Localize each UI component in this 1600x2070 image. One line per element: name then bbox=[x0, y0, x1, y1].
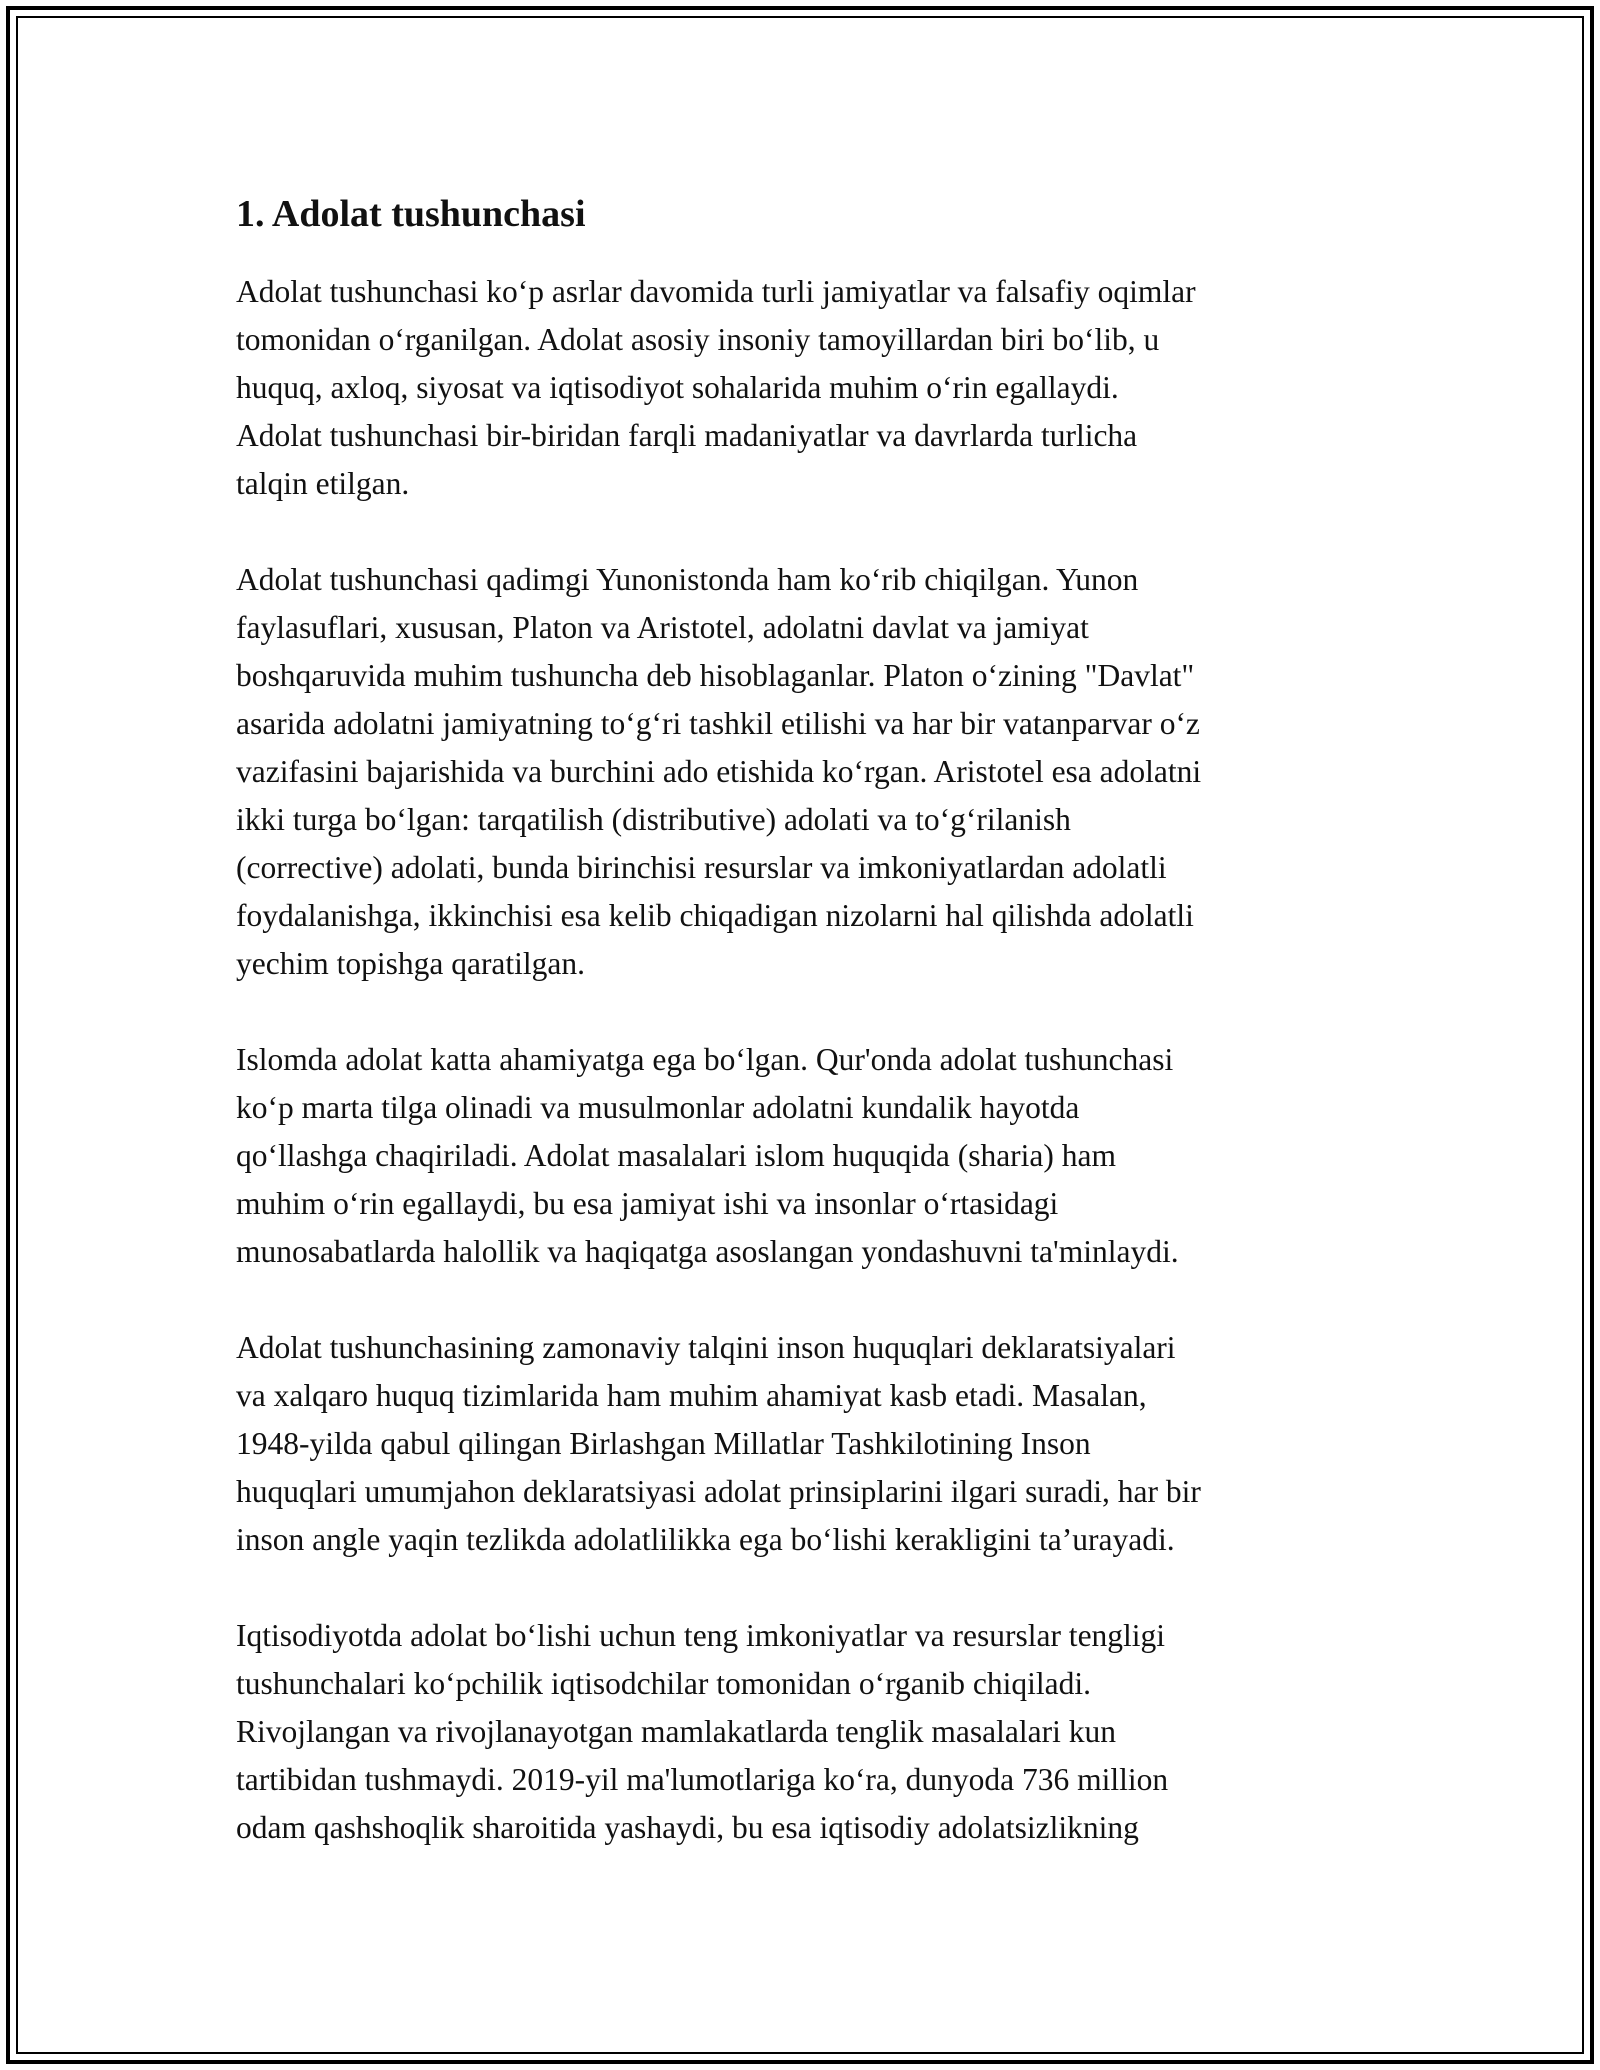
text-line: Adolat tushunchasining zamonaviy talqini inson huquqlari deklaratsiyalari bbox=[236, 1330, 1176, 1365]
text-line: huquqlari umumjahon deklaratsiyasi adolat prinsiplarini ilgari suradi, har bir bbox=[236, 1474, 1201, 1509]
text-line: ko‘p marta tilga olinadi va musulmonlar adolatni kundalik hayotda bbox=[236, 1090, 1080, 1125]
text-line: boshqaruvida muhim tushuncha deb hisoblaganlar. Platon o‘zining "Davlat" bbox=[236, 658, 1195, 693]
text-line: Adolat tushunchasi ko‘p asrlar davomida turli jamiyatlar va falsafiy oqimlar bbox=[236, 274, 1196, 309]
text-line: (corrective) adolati, bunda birinchisi resurslar va imkoniyatlardan adolatli bbox=[236, 850, 1167, 885]
paragraph-2 bbox=[236, 556, 1386, 988]
text-line: munosabatlarda halollik va haqiqatga asoslangan yondashuvni ta'minlaydi. bbox=[236, 1234, 1179, 1269]
text-line: foydalanishga, ikkinchisi esa kelib chiqadigan nizolarni hal qilishda adolatli bbox=[236, 898, 1194, 933]
text-line: tomonidan o‘rganilgan. Adolat asosiy insoniy tamoyillardan biri bo‘lib, u bbox=[236, 322, 1160, 357]
text-line: va xalqaro huquq tizimlarida ham muhim ahamiyat kasb etadi. Masalan, bbox=[236, 1378, 1147, 1413]
paragraph-list bbox=[236, 268, 1386, 1852]
paragraph-1 bbox=[236, 268, 1386, 508]
text-line: asarida adolatni jamiyatning to‘g‘ri tashkil etilishi va har bir vatanparvar o‘z bbox=[236, 706, 1200, 741]
text-line: yechim topishga qaratilgan. bbox=[236, 946, 586, 981]
text-line: Rivojlangan va rivojlanayotgan mamlakatlarda tenglik masalalari kun bbox=[236, 1714, 1116, 1749]
text-line: muhim o‘rin egallaydi, bu esa jamiyat ishi va insonlar o‘rtasidagi bbox=[236, 1186, 1059, 1221]
text-line: Adolat tushunchasi bir-biridan farqli madaniyatlar va davrlarda turlicha bbox=[236, 418, 1138, 453]
document-body bbox=[236, 186, 1386, 1900]
section-heading: 1. Adolat tushunchasi bbox=[236, 193, 586, 235]
text-line: Iqtisodiyotda adolat bo‘lishi uchun teng imkoniyatlar va resurslar tengligi bbox=[236, 1618, 1166, 1653]
text-line: tushunchalari ko‘pchilik iqtisodchilar tomonidan o‘rganib chiqiladi. bbox=[236, 1666, 1091, 1701]
text-line: inson angle yaqin tezlikda adolatlilikka ega bo‘lishi kerakligini ta’urayadi. bbox=[236, 1522, 1175, 1557]
text-line: tartibidan tushmaydi. 2019-yil ma'lumotlariga ko‘ra, dunyoda 736 million bbox=[236, 1762, 1169, 1797]
text-line: faylasuflari, xususan, Platon va Aristotel, adolatni davlat va jamiyat bbox=[236, 610, 1089, 645]
text-line: huquq, axloq, siyosat va iqtisodiyot sohalarida muhim o‘rin egallaydi. bbox=[236, 370, 1119, 405]
text-line: odam qashshoqlik sharoitida yashaydi, bu esa iqtisodiy adolatsizlikning bbox=[236, 1810, 1139, 1845]
text-line: ikki turga bo‘lgan: tarqatilish (distributive) adolati va to‘g‘rilanish bbox=[236, 802, 1071, 837]
text-line: vazifasini bajarishida va burchini ado etishida ko‘rgan. Aristotel esa adolatni bbox=[236, 754, 1202, 789]
text-line: talqin etilgan. bbox=[236, 466, 410, 501]
paragraph-5 bbox=[236, 1612, 1386, 1852]
paragraph-4 bbox=[236, 1324, 1386, 1564]
text-line: Adolat tushunchasi qadimgi Yunonistonda ham ko‘rib chiqilgan. Yunon bbox=[236, 562, 1139, 597]
text-line: 1948-yilda qabul qilingan Birlashgan Millatlar Tashkilotining Inson bbox=[236, 1426, 1091, 1461]
text-line: Islomda adolat katta ahamiyatga ega bo‘lgan. Qur'onda adolat tushunchasi bbox=[236, 1042, 1174, 1077]
paragraph-3 bbox=[236, 1036, 1386, 1276]
text-line: qo‘llashga chaqiriladi. Adolat masalalari islom huquqida (sharia) ham bbox=[236, 1138, 1117, 1173]
